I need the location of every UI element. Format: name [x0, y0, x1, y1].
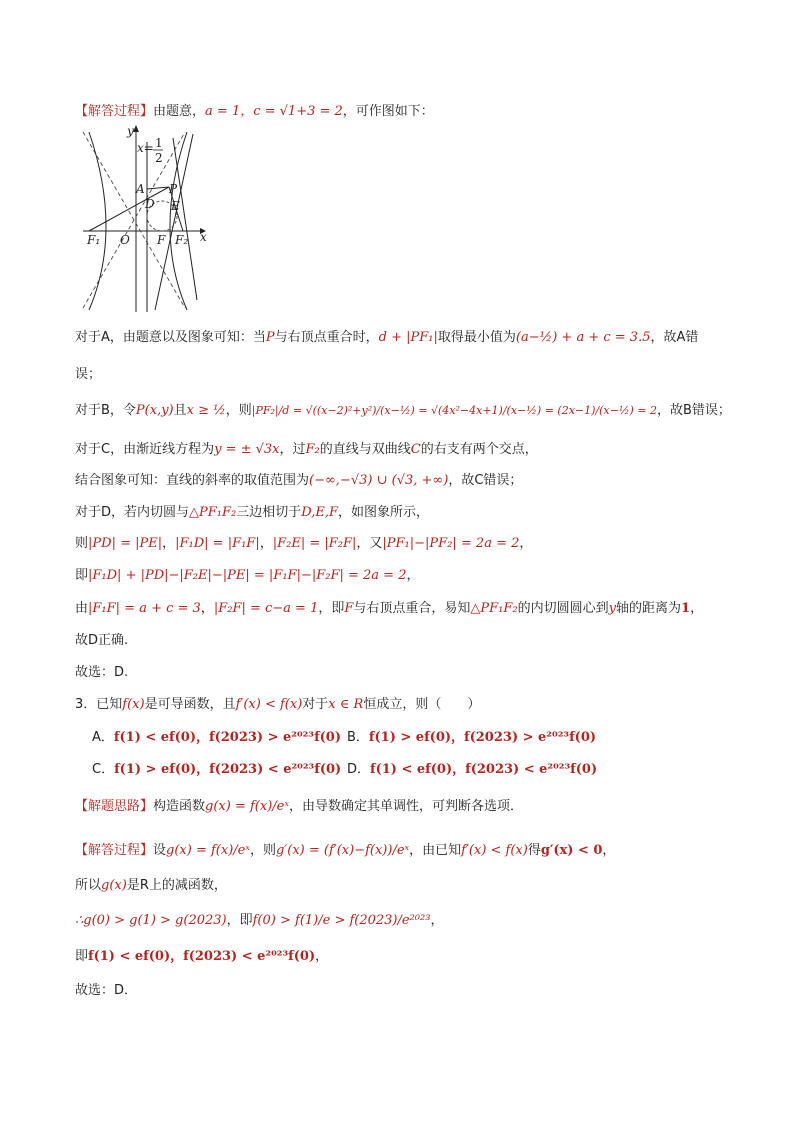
label-y: y — [127, 124, 134, 138]
label-P: P — [169, 182, 178, 196]
segment-pf1 — [89, 187, 169, 231]
math: 1 — [681, 601, 691, 616]
label-F1: F₁ — [87, 233, 101, 247]
text: 的右支有两个交点， — [420, 442, 538, 457]
math: f(1) > ef(0)，f(2023) < e²⁰²³f(0) — [114, 762, 342, 777]
label-x: x — [200, 230, 207, 244]
label-E: E — [171, 199, 180, 213]
math: a = 1，c = √1+3 = 2 — [205, 104, 343, 119]
label-O: O — [120, 233, 130, 247]
math: y = ± √3x — [214, 442, 280, 457]
math: f(1) > ef(0)，f(2023) > e²⁰²³f(0) — [368, 730, 597, 745]
option-label: C． — [92, 762, 115, 777]
math: f(x) — [122, 697, 145, 712]
math: |F₁D| = |F₁F| — [175, 536, 260, 551]
text: 对于D，若内切圆与 — [75, 505, 190, 520]
math: |PF₂|/d = √((x−2)²+y²)/(x−½) = √(4x²−4x+1)/(x−½) = (2x−1)/(x−½) = 2 — [251, 404, 657, 417]
solution-step-compare — [75, 912, 443, 930]
text: 故D正确. — [75, 633, 129, 648]
text: 故选：D. — [75, 665, 129, 680]
text: 恒成立，则（ ） — [363, 697, 481, 712]
math: y — [608, 601, 617, 616]
option-d — [347, 761, 597, 779]
label-half-num: 1 — [155, 136, 163, 150]
option-a — [92, 729, 341, 747]
text: 与右顶点重合，易知 — [353, 601, 471, 616]
math: D,E,F — [301, 505, 338, 520]
text: ，则 — [225, 403, 252, 418]
math: (−∞,−√3) ∪ (√3, +∞) — [309, 473, 449, 488]
text: ，即 — [318, 601, 345, 616]
math: |PD| = |PE| — [88, 536, 163, 551]
text: 三边相切于 — [236, 505, 302, 520]
math: ∴g(0) > g(1) > g(2023) — [75, 913, 227, 928]
text: 是可导函数，且 — [144, 697, 236, 712]
option-c-analysis — [75, 441, 538, 459]
text: 所以 — [75, 878, 102, 893]
label-A: A — [136, 182, 145, 196]
text: 对于C，由渐近线方程为 — [75, 442, 215, 457]
text: ，可作图如下： — [342, 104, 434, 119]
option-c-conclusion — [75, 472, 522, 490]
option-b-analysis — [75, 402, 731, 420]
math: g′(x) < 0 — [540, 843, 603, 858]
label-F: F — [157, 233, 166, 247]
text: 且 — [173, 403, 187, 418]
option-a-analysis — [75, 329, 698, 347]
text: ，即 — [226, 913, 253, 928]
math: △PF₁F₂ — [470, 601, 518, 616]
math: F — [344, 601, 354, 616]
math: x ≥ ½ — [186, 403, 226, 418]
text: ， — [162, 536, 176, 551]
hyperbola-figure — [75, 120, 210, 315]
math: C — [410, 442, 421, 457]
text: ，故A错 — [650, 330, 699, 345]
math: g′(x) = (f′(x)−f(x))/eˣ — [275, 843, 410, 858]
text: ，则 — [249, 843, 276, 858]
text: ，由已知 — [409, 843, 462, 858]
option-d-conclusion — [75, 632, 128, 650]
option-d-analysis — [75, 504, 429, 522]
math: g(x) = f(x)/eˣ — [205, 799, 289, 814]
text: ， — [200, 601, 214, 616]
math: f(1) < ef(0)，f(2023) < e²⁰²³f(0) — [370, 762, 598, 777]
text: ， — [602, 843, 616, 858]
math: f(0) > f(1)/e > f(2023)/e²⁰²³ — [252, 913, 431, 928]
question-3 — [75, 696, 480, 714]
text: ，又 — [356, 536, 383, 551]
math: |PF₁|−|PF₂| = 2a = 2 — [382, 536, 520, 551]
text: 则 — [75, 536, 89, 551]
text: 即 — [75, 568, 89, 583]
option-d-step1 — [75, 535, 532, 553]
answer-line-3 — [75, 982, 137, 1000]
math: |F₁D| + |PD|−|F₂E|−|PE| = |F₁F|−|F₂F| = 2a = 2 — [88, 568, 407, 583]
option-a-analysis-cont — [75, 366, 101, 384]
option-d-step2 — [75, 567, 419, 585]
text: 误； — [75, 367, 102, 382]
text: ，过 — [279, 442, 306, 457]
text: ，如图象所示， — [337, 505, 429, 520]
line-through-f2-2 — [173, 138, 197, 300]
solution-process — [75, 842, 615, 860]
text: ， — [315, 949, 329, 964]
text: 对于 — [302, 697, 329, 712]
answer-line — [75, 664, 128, 682]
math: P — [265, 330, 275, 345]
hyperbola-right-branch — [170, 132, 187, 310]
solution-tag: 【解答过程】 — [75, 843, 154, 858]
text: ， — [430, 913, 444, 928]
text: 与右顶点重合时， — [274, 330, 379, 345]
math: x ∈ R — [328, 697, 364, 712]
solution-tag: 【解答过程】 — [75, 104, 154, 119]
math: f(1) < ef(0)，f(2023) < e²⁰²³f(0) — [88, 949, 316, 964]
text: 结合图象可知：直线的斜率的取值范围为 — [75, 473, 310, 488]
text: ， — [406, 568, 420, 583]
text: 即 — [75, 949, 89, 964]
option-label: A． — [92, 730, 114, 745]
text: 轴的距离为 — [616, 601, 682, 616]
math: d + |PF₁| — [378, 330, 438, 345]
text: 故选：D． — [75, 983, 138, 998]
text: 构造函数 — [153, 799, 206, 814]
text: 得 — [527, 843, 541, 858]
math: f′(x) < f(x) — [235, 697, 303, 712]
option-c — [92, 761, 341, 779]
math: (a−½) + a + c = 3.5 — [515, 330, 651, 345]
text: ，由导数确定其单调性，可判断各选项． — [288, 799, 523, 814]
text: 的内切圆圆心到 — [517, 601, 609, 616]
text: ，故C错误； — [448, 473, 523, 488]
math: F₂ — [305, 442, 320, 457]
text: ， — [259, 536, 273, 551]
text: 由题意， — [153, 104, 206, 119]
label-D: D — [145, 197, 155, 211]
text: ， — [690, 601, 704, 616]
math: |F₂F| = c−a = 1 — [213, 601, 319, 616]
math: f(1) < ef(0)，f(2023) > e²⁰²³f(0) — [113, 730, 342, 745]
solution-step-decreasing — [75, 877, 227, 895]
text: ， — [519, 536, 533, 551]
text: 设 — [153, 843, 167, 858]
text: 由 — [75, 601, 89, 616]
text: 取得最小值为 — [437, 330, 516, 345]
label-x-eq: x= — [137, 141, 154, 155]
option-d-step3 — [75, 600, 703, 618]
option-label: B． — [347, 730, 369, 745]
solution-idea — [75, 798, 523, 816]
text: 是R上的减函数， — [126, 878, 227, 893]
math: |F₂E| = |F₂F| — [272, 536, 357, 551]
solution-step-result — [75, 948, 328, 966]
text: 对于B，令 — [75, 403, 136, 418]
math: f′(x) < f(x) — [461, 843, 528, 858]
text: 3．已知 — [75, 697, 123, 712]
math: g(x) = f(x)/eˣ — [166, 843, 250, 858]
solution-idea-tag: 【解题思路】 — [75, 799, 154, 814]
math: g(x) — [101, 878, 127, 893]
label-half-den: 2 — [155, 151, 163, 165]
solution-header-line — [75, 103, 434, 121]
math: △PF₁F₂ — [189, 505, 237, 520]
text: 对于A，由题意以及图象可知：当 — [75, 330, 266, 345]
option-b — [347, 729, 596, 747]
text: 的直线与双曲线 — [319, 442, 411, 457]
y-axis-arrow-icon — [133, 125, 139, 132]
label-F2: F₂ — [175, 233, 189, 247]
text: ，故B错误； — [657, 403, 731, 418]
math: P(x,y) — [135, 403, 174, 418]
math: |F₁F| = a + c = 3 — [88, 601, 201, 616]
option-label: D． — [347, 762, 371, 777]
